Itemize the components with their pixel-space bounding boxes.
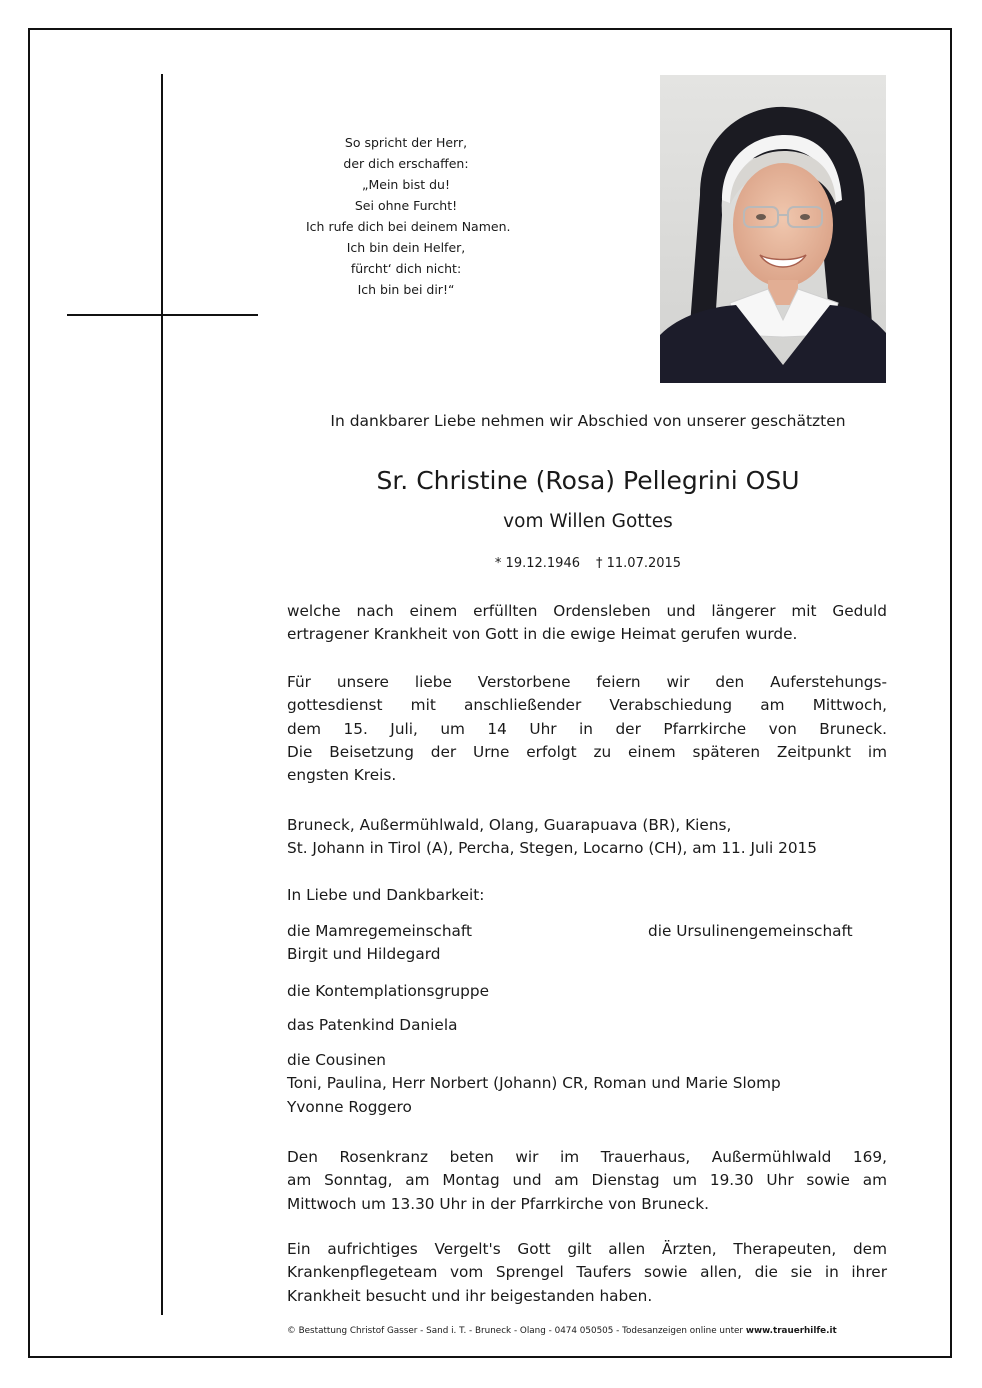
text-line: welche nach einem erfüllten Ordensleben und längerer mit Geduld	[287, 602, 887, 620]
verse-line: Ich bin dein Helfer,	[346, 240, 466, 255]
verse-line: „Mein bist du!	[362, 177, 450, 192]
intro-line: In dankbarer Liebe nehmen wir Abschied von unserer geschätzten	[330, 412, 846, 430]
deceased-subtitle: vom Willen Gottes	[503, 511, 673, 532]
text-line: Krankenpflegeteam vom Sprengel Taufers sowie allen, die sie in ihrer	[287, 1263, 887, 1282]
places-and-date	[287, 814, 887, 861]
verse-line: Ich rufe dich bei deinem Namen.	[306, 219, 511, 234]
footer-website-link[interactable]: www.trauerhilfe.it	[745, 1326, 837, 1336]
bible-verse	[306, 132, 511, 300]
mourners-heading: In Liebe und Dankbarkeit:	[287, 886, 485, 904]
paragraph-life	[287, 600, 887, 647]
mourner-kontemplation: die Kontemplationsgruppe	[287, 982, 489, 1000]
life-dates	[280, 556, 896, 571]
text-line: Bruneck, Außermühlwald, Olang, Guarapuava (BR), Kiens,	[287, 816, 732, 834]
text-line: ertragener Krankheit von Gott in die ewige Heimat gerufen wurde.	[287, 625, 798, 644]
text-line: Yvonne Roggero	[287, 1097, 412, 1116]
text-line: St. Johann in Tirol (A), Percha, Stegen, Locarno (CH), am 11. Juli 2015	[287, 839, 818, 858]
verse-line: fürcht‘ dich nicht:	[350, 261, 462, 276]
verse-line: So spricht der Herr,	[344, 135, 468, 150]
paragraph-service	[287, 671, 887, 787]
text-line: die Cousinen	[287, 1051, 386, 1069]
paragraph-thanks	[287, 1238, 887, 1308]
text-line: Krankheit besucht und ihr beigestanden haben.	[287, 1286, 653, 1305]
mourner-cousinen	[287, 1049, 887, 1119]
text-line: Ein aufrichtiges Vergelt's Gott gilt allen Ärzten, Therapeuten, dem	[287, 1240, 887, 1258]
cross-horizontal-bar	[67, 314, 258, 316]
paragraph-rosary	[287, 1146, 887, 1216]
text-line: Für unsere liebe Verstorbene feiern wir den Auferstehungs-	[287, 673, 887, 691]
death-date: † 11.07.2015	[596, 556, 682, 571]
text-line: am Sonntag, am Montag und am Dienstag um 19.30 Uhr sowie am	[287, 1171, 887, 1190]
footer-credit	[287, 1326, 907, 1336]
portrait-photo	[660, 75, 886, 383]
mourner-ursulinen: die Ursulinengemeinschaft	[648, 922, 853, 940]
verse-line: Ich bin bei dir!“	[357, 282, 455, 297]
mourner-mamre-names: Birgit und Hildegard	[287, 945, 441, 964]
mourner-patenkind: das Patenkind Daniela	[287, 1016, 458, 1034]
text-line: engsten Kreis.	[287, 766, 397, 785]
verse-line: Sei ohne Furcht!	[354, 198, 458, 213]
text-line: Mittwoch um 13.30 Uhr in der Pfarrkirche von Bruneck.	[287, 1194, 709, 1213]
text-line: Toni, Paulina, Herr Norbert (Johann) CR, Roman und Marie Slomp	[287, 1074, 781, 1093]
deceased-name: Sr. Christine (Rosa) Pellegrini OSU	[376, 466, 800, 495]
footer-text: © Bestattung Christof Gasser - Sand i. T. - Bruneck - Olang - 0474 050505 - Todesanzeigen online unter	[287, 1326, 746, 1336]
cross-vertical-bar	[161, 74, 163, 1315]
text-line: Den Rosenkranz beten wir im Trauerhaus, Außermühlwald 169,	[287, 1148, 887, 1166]
birth-date: * 19.12.1946	[494, 556, 580, 571]
text-line: gottesdienst mit anschließender Verabschiedung am Mittwoch,	[287, 696, 887, 715]
text-line: dem 15. Juli, um 14 Uhr in der Pfarrkirche von Bruneck.	[287, 719, 887, 738]
mourners-mamre-group	[287, 920, 887, 970]
mourner-mamre: die Mamregemeinschaft	[287, 922, 473, 940]
verse-line: der dich erschaffen:	[343, 156, 469, 171]
text-line: Die Beisetzung der Urne erfolgt zu einem späteren Zeitpunkt im	[287, 742, 887, 761]
